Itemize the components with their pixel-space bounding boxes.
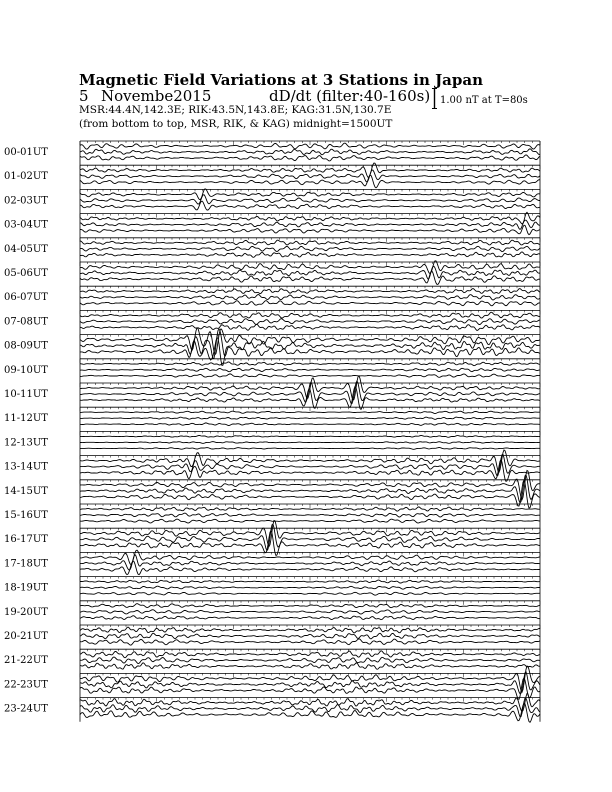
hour-row (4, 261, 540, 285)
trace-kag (80, 387, 540, 410)
minute-ticks (80, 214, 540, 218)
hour-label: 19-20UT (4, 606, 48, 618)
hour-label: 15-16UT (4, 510, 48, 521)
hour-label: 18-19UT (4, 582, 48, 594)
trace-rik (80, 417, 540, 419)
trace-kag (80, 703, 540, 722)
minute-ticks (80, 528, 540, 532)
hour-label: 00-01UT (4, 147, 48, 158)
hour-row (4, 407, 540, 425)
trace-msr (80, 240, 540, 245)
hour-row (4, 431, 540, 449)
hour-row (4, 238, 540, 257)
trace-kag (80, 678, 540, 699)
hour-label: 22-23UT (4, 679, 48, 691)
hour-label: 12-13UT (4, 437, 48, 449)
trace-kag (80, 519, 540, 523)
hour-row (4, 504, 540, 523)
trace-msr (80, 328, 540, 355)
hour-label: 06-07UT (4, 292, 48, 304)
minute-ticks (80, 262, 540, 266)
trace-msr (80, 376, 540, 400)
minute-ticks (80, 480, 540, 484)
hour-row (4, 163, 540, 188)
hour-row (4, 521, 540, 556)
trace-rik (80, 368, 540, 371)
trace-msr (80, 666, 540, 692)
hour-row (4, 359, 540, 378)
hour-row (4, 189, 540, 210)
hour-label: 04-05UT (4, 243, 48, 255)
trace-rik (80, 220, 540, 229)
hour-row (4, 310, 540, 330)
trace-rik (80, 319, 540, 325)
trace-kag (80, 460, 540, 482)
hour-label: 11-12UT (4, 413, 48, 425)
hour-row (4, 450, 540, 482)
hour-row (4, 328, 540, 366)
trace-msr (80, 471, 540, 500)
hour-label: 08-09UT (4, 340, 48, 352)
hour-row (4, 601, 540, 620)
chart-title: Magnetic Field Variations at 3 Stations in Japan (79, 71, 484, 89)
minute-ticks (80, 141, 540, 145)
trace-rik (80, 657, 540, 664)
hour-label: 16-17UT (4, 534, 48, 546)
trace-rik (80, 475, 540, 503)
trace-rik (80, 586, 540, 589)
trace-kag (80, 663, 540, 670)
hour-row (4, 376, 540, 410)
minute-ticks (80, 456, 540, 460)
date-month-year: Novembe2015 (101, 87, 212, 105)
trace-kag (80, 252, 540, 257)
trace-msr (80, 436, 540, 438)
hour-label: 01-02UT (4, 171, 48, 183)
hour-label: 07-08UT (4, 316, 48, 328)
trace-msr (80, 521, 540, 547)
trace-rik (80, 633, 540, 639)
date-day: 5 (79, 87, 89, 105)
hour-label: 03-04UT (4, 219, 48, 231)
trace-kag (80, 301, 540, 306)
trace-kag (80, 616, 540, 620)
minute-ticks (80, 673, 540, 677)
hour-row (4, 471, 540, 509)
trace-rik (80, 246, 540, 251)
trace-kag (80, 423, 540, 426)
hour-row (4, 625, 540, 645)
minute-ticks (80, 359, 540, 363)
trace-rik (80, 295, 540, 301)
hour-row (4, 649, 540, 669)
station-order-note: (from bottom to top, MSR, RIK, & KAG) midnight=1500UT (79, 118, 393, 130)
hour-label: 14-15UT (4, 485, 48, 497)
trace-kag (80, 225, 540, 234)
minute-ticks (80, 431, 540, 435)
trace-kag (80, 374, 540, 377)
trace-rik (80, 195, 540, 204)
hour-row (4, 141, 540, 161)
hour-row (4, 666, 540, 699)
hour-label: 20-21UT (4, 631, 48, 642)
trace-kag (80, 155, 540, 161)
hour-label: 17-18UT (4, 558, 48, 570)
minute-ticks (80, 407, 540, 411)
hour-label: 05-06UT (4, 268, 48, 279)
hour-label: 09-10UT (4, 364, 48, 376)
trace-kag (80, 592, 540, 595)
trace-kag (80, 639, 540, 645)
trace-rik (80, 170, 540, 182)
filter-label: dD/dt (filter:40-160s) (269, 87, 431, 105)
trace-rik (80, 610, 540, 614)
trace-rik (80, 442, 540, 444)
minute-ticks (80, 577, 540, 581)
trace-kag (80, 324, 540, 330)
trace-rik (80, 149, 540, 155)
minute-ticks (80, 601, 540, 605)
minute-ticks (80, 504, 540, 508)
hour-label: 23-24UT (4, 703, 48, 715)
hour-row (4, 694, 540, 723)
trace-msr (80, 450, 540, 472)
station-coordinates: MSR:44.4N,142.3E; RIK:43.5N,143.8E; KAG:31.5N,130.7E (79, 104, 392, 116)
hour-row (4, 212, 540, 234)
hour-label: 21-22UT (4, 655, 48, 667)
scale-label: 1.00 nT at T=80s (440, 95, 528, 106)
trace-rik (80, 513, 540, 517)
trace-msr (80, 411, 540, 413)
trace-kag (80, 448, 540, 450)
hour-label: 13-14UT (4, 461, 48, 473)
hour-row (4, 286, 540, 306)
minute-ticks (80, 165, 540, 169)
hour-row (4, 577, 540, 596)
hour-row (4, 550, 540, 575)
hour-label: 02-03UT (4, 195, 48, 207)
minute-ticks (80, 625, 540, 629)
hour-label: 10-11UT (4, 389, 48, 400)
minute-ticks (80, 552, 540, 556)
